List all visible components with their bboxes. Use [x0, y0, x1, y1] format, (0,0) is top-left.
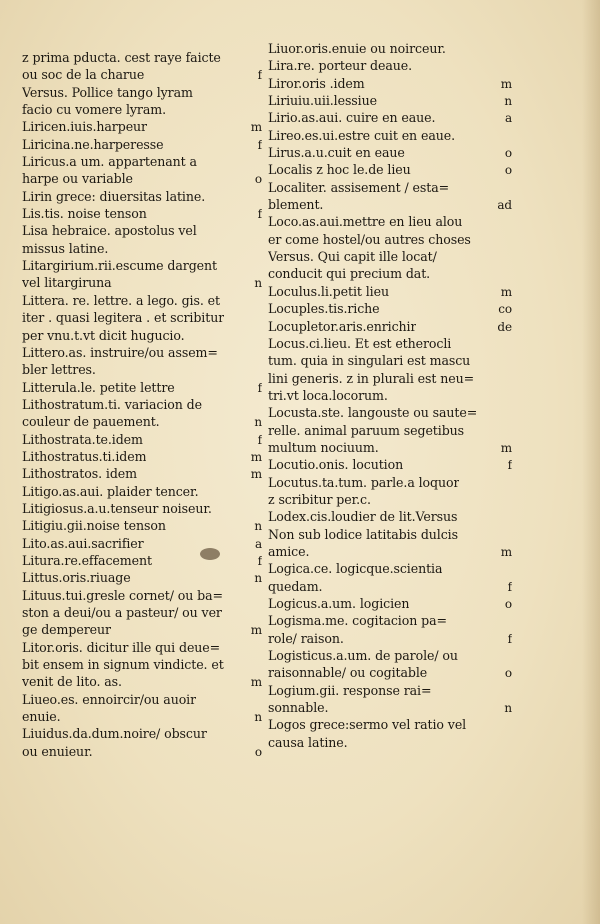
entry-text: multum nociuum.	[268, 439, 379, 455]
dictionary-line	[268, 543, 512, 560]
gender-marker: n	[254, 415, 262, 430]
entry-text: Loco.as.aui.mettre en lieu alou	[268, 214, 463, 230]
entry-text: lini generis. z in plurali est neu=	[268, 370, 475, 386]
gender-marker: de	[497, 319, 512, 334]
entry-text: Lis.tis. noise tenson	[22, 206, 147, 222]
dictionary-line	[22, 188, 262, 205]
gender-marker: f	[257, 553, 262, 568]
gender-marker: a	[254, 536, 262, 551]
dictionary-line	[22, 240, 262, 257]
dictionary-line	[22, 344, 262, 361]
entry-text: tri.vt loca.locorum.	[268, 387, 388, 403]
dictionary-line	[22, 222, 262, 239]
entry-text: Lira.re. porteur deaue.	[268, 58, 413, 74]
entry-text: Lithostratum.ti. variacion de	[22, 396, 202, 412]
dictionary-line	[22, 743, 262, 760]
entry-text: Littero.as. instruire/ou assem=	[22, 344, 218, 360]
entry-text: ou enuieur.	[22, 743, 93, 759]
entry-text: Lisa hebraice. apostolus vel	[22, 223, 197, 239]
dictionary-line	[268, 57, 512, 74]
dictionary-line	[22, 535, 262, 552]
entry-text: Liror.oris .idem	[268, 75, 365, 91]
dictionary-line	[22, 274, 262, 291]
entry-text: bit ensem in signum vindicte. et	[22, 657, 224, 673]
gender-marker: f	[507, 631, 512, 646]
entry-text: facio cu vomere lyram.	[22, 102, 166, 118]
entry-text: quedam.	[268, 578, 323, 594]
entry-text: vel litargiruna	[22, 275, 112, 291]
entry-text: Liricus.a um. appartenant a	[22, 154, 197, 170]
gender-marker: n	[254, 276, 262, 291]
right-column	[268, 40, 512, 751]
entry-text: Locuples.tis.riche	[268, 301, 380, 317]
dictionary-line	[22, 136, 262, 153]
entry-text: Locus.ci.lieu. Et est etherocli	[268, 335, 452, 351]
dictionary-line	[268, 283, 512, 300]
entry-text: Logica.ce. logicque.scientia	[268, 561, 443, 577]
dictionary-line	[268, 144, 512, 161]
dictionary-line	[268, 318, 512, 335]
entry-text: Non sub lodice latitabis dulcis	[268, 526, 458, 542]
dictionary-line	[22, 49, 262, 66]
dictionary-line	[22, 621, 262, 638]
dictionary-line	[268, 682, 512, 699]
dictionary-line	[22, 153, 262, 170]
gender-marker: o	[504, 666, 512, 681]
entry-text: Loculus.li.petit lieu	[268, 283, 389, 299]
dictionary-line	[268, 404, 512, 421]
entry-text: relle. animal paruum segetibus	[268, 422, 465, 438]
dictionary-line	[268, 265, 512, 282]
dictionary-line	[22, 691, 262, 708]
entry-text: z scribitur per.c.	[268, 491, 371, 507]
dictionary-line	[22, 725, 262, 742]
dictionary-line	[268, 161, 512, 178]
entry-text: harpe ou variable	[22, 171, 133, 187]
dictionary-line	[22, 361, 262, 378]
dictionary-line	[268, 734, 512, 751]
dictionary-line	[268, 474, 512, 491]
dictionary-line	[268, 231, 512, 248]
dictionary-line	[22, 413, 262, 430]
entry-text: Lithostrata.te.idem	[22, 431, 143, 447]
dictionary-line	[22, 569, 262, 586]
entry-text: ou soc de la charue	[22, 67, 145, 83]
entry-text: Litigiosus.a.u.tenseur noiseur.	[22, 500, 212, 516]
dictionary-line	[22, 396, 262, 413]
dictionary-line	[22, 431, 262, 448]
dictionary-line	[268, 352, 512, 369]
dictionary-line	[268, 716, 512, 733]
entry-text: role/ raison.	[268, 630, 344, 646]
entry-text: ge dempereur	[22, 622, 111, 638]
entry-text: raisonnable/ ou cogitable	[268, 665, 428, 681]
entry-text: Littera. re. lettre. a lego. gis. et	[22, 292, 220, 308]
dictionary-line	[22, 379, 262, 396]
dictionary-line	[268, 127, 512, 144]
dictionary-line	[268, 508, 512, 525]
entry-text: sonnable.	[268, 700, 329, 716]
gender-marker: m	[500, 284, 512, 299]
gender-marker: o	[504, 163, 512, 178]
dictionary-line	[22, 101, 262, 118]
dictionary-line	[268, 387, 512, 404]
dictionary-line	[268, 630, 512, 647]
entry-text: Litterula.le. petite lettre	[22, 379, 175, 395]
entry-text: Liriuiu.uii.lessiue	[268, 93, 377, 109]
gender-marker: m	[250, 675, 262, 690]
dictionary-line	[268, 335, 512, 352]
entry-text: Locutio.onis. locution	[268, 457, 404, 473]
gender-marker: f	[257, 432, 262, 447]
dictionary-line	[22, 673, 262, 690]
dictionary-line	[22, 448, 262, 465]
entry-text: Lodex.cis.loudier de lit.Versus	[268, 509, 458, 525]
entry-text: Littus.oris.riuage	[22, 570, 131, 586]
entry-text: Versus. Pollice tango lyram	[22, 84, 193, 100]
entry-text: Litor.oris. dicitur ille qui deue=	[22, 639, 221, 655]
gender-marker: m	[250, 120, 262, 135]
gender-marker: f	[507, 458, 512, 473]
dictionary-line	[268, 40, 512, 57]
dictionary-line	[22, 500, 262, 517]
dictionary-line	[22, 292, 262, 309]
dictionary-line	[268, 526, 512, 543]
dictionary-line	[22, 257, 262, 274]
gender-marker: m	[500, 544, 512, 559]
entry-text: Litigiu.gii.noise tenson	[22, 518, 166, 534]
entry-text: Lituus.tui.gresle cornet/ ou ba=	[22, 587, 223, 603]
gender-marker: n	[254, 519, 262, 534]
dictionary-line	[268, 595, 512, 612]
dictionary-line	[268, 491, 512, 508]
dictionary-line	[268, 92, 512, 109]
entry-text: Litigo.as.aui. plaider tencer.	[22, 483, 199, 499]
dictionary-line	[22, 483, 262, 500]
entry-text: Liueo.es. ennoircir/ou auoir	[22, 691, 197, 707]
dictionary-line	[268, 196, 512, 213]
dictionary-line	[22, 66, 262, 83]
entry-text: venit de lito. as.	[22, 674, 122, 690]
dictionary-line	[268, 456, 512, 473]
dictionary-line	[268, 647, 512, 664]
gender-marker: n	[504, 701, 512, 716]
entry-text: Lireo.es.ui.estre cuit en eaue.	[268, 127, 455, 143]
dictionary-line	[22, 517, 262, 534]
entry-text: couleur de pauement.	[22, 414, 160, 430]
entry-text: per vnu.t.vt dicit hugucio.	[22, 327, 185, 343]
dictionary-line	[22, 552, 262, 569]
dictionary-line	[22, 118, 262, 135]
entry-text: Lito.as.aui.sacrifier	[22, 535, 144, 551]
entry-text: conducit qui precium dat.	[268, 266, 431, 282]
gender-marker: ad	[497, 198, 512, 213]
dictionary-line	[268, 664, 512, 681]
entry-text: Versus. Qui capit ille locat/	[268, 249, 437, 265]
gender-marker: f	[257, 68, 262, 83]
entry-text: missus latine.	[22, 240, 109, 256]
entry-text: blement.	[268, 197, 324, 213]
ink-blot	[200, 548, 220, 560]
dictionary-line	[268, 213, 512, 230]
dictionary-line	[268, 560, 512, 577]
entry-text: Logium.gii. response rai=	[268, 682, 432, 698]
dictionary-line	[268, 422, 512, 439]
dictionary-line	[268, 179, 512, 196]
gender-marker: m	[500, 76, 512, 91]
entry-text: Locupletor.aris.enrichir	[268, 318, 417, 334]
entry-text: Liricina.ne.harperesse	[22, 136, 164, 152]
dictionary-line	[268, 300, 512, 317]
gender-marker: co	[498, 302, 512, 317]
gender-marker: f	[507, 579, 512, 594]
gender-marker: f	[257, 207, 262, 222]
gender-marker: f	[257, 137, 262, 152]
dictionary-line	[268, 248, 512, 265]
entry-text: Liuor.oris.enuie ou noirceur.	[268, 41, 446, 56]
entry-text: z prima pducta. cest raye faicte	[22, 50, 221, 65]
entry-text: er come hostel/ou autres choses	[268, 231, 471, 247]
dictionary-line	[22, 170, 262, 187]
dictionary-line	[268, 699, 512, 716]
dictionary-line	[268, 439, 512, 456]
dictionary-line	[268, 612, 512, 629]
entry-text: Liricen.iuis.harpeur	[22, 119, 147, 135]
entry-text: enuie.	[22, 709, 61, 725]
gender-marker: m	[250, 467, 262, 482]
gender-marker: n	[254, 710, 262, 725]
gender-marker: m	[500, 440, 512, 455]
entry-text: amice.	[268, 543, 310, 559]
entry-text: Litargirium.rii.escume dargent	[22, 258, 218, 274]
dictionary-line	[22, 205, 262, 222]
dictionary-line	[22, 656, 262, 673]
entry-text: ston a deui/ou a pasteur/ ou ver	[22, 605, 222, 620]
page-edge-shadow	[582, 0, 600, 924]
entry-text: bler lettres.	[22, 362, 96, 378]
dictionary-line	[22, 587, 262, 604]
entry-text: causa latine.	[268, 734, 348, 750]
gender-marker: f	[257, 380, 262, 395]
entry-text: Lithostratus.ti.idem	[22, 448, 147, 464]
dictionary-line	[22, 639, 262, 656]
left-column	[22, 40, 262, 760]
entry-text: Locutus.ta.tum. parle.a loquor	[268, 474, 460, 490]
entry-text: Locusta.ste. langouste ou saute=	[268, 405, 478, 421]
dictionary-line	[268, 370, 512, 387]
entry-text: Logisticus.a.um. de parole/ ou	[268, 648, 458, 664]
dictionary-line	[22, 604, 262, 621]
entry-text: Lirus.a.u.cuit en eaue	[268, 145, 405, 161]
gender-marker: n	[254, 571, 262, 586]
gender-marker: m	[250, 623, 262, 638]
gender-marker: o	[504, 146, 512, 161]
dictionary-line	[268, 75, 512, 92]
entry-text: Lithostratos. idem	[22, 466, 137, 482]
gender-marker: o	[504, 597, 512, 611]
gender-marker: n	[504, 94, 512, 109]
entry-text: Logisma.me. cogitacion pa=	[268, 613, 447, 629]
entry-text: Logicus.a.um. logicien	[268, 596, 410, 611]
dictionary-line	[22, 465, 262, 482]
dictionary-line	[268, 109, 512, 126]
dictionary-line	[268, 578, 512, 595]
gender-marker: o	[254, 744, 262, 759]
entry-text: Localis z hoc le.de lieu	[268, 162, 411, 178]
gender-marker: o	[254, 172, 262, 187]
gender-marker: m	[250, 449, 262, 464]
entry-text: Lirin grece: diuersitas latine.	[22, 188, 206, 204]
entry-text: tum. quia in singulari est mascu	[268, 353, 471, 369]
entry-text: Liuidus.da.dum.noire/ obscur	[22, 726, 207, 742]
dictionary-line	[22, 309, 262, 326]
dictionary-line	[22, 84, 262, 101]
entry-text: Logos grece:sermo vel ratio vel	[268, 717, 467, 733]
entry-text: iter . quasi legitera . et scribitur	[22, 310, 225, 326]
entry-text: Litura.re.effacement	[22, 552, 152, 568]
dictionary-line	[22, 708, 262, 725]
dictionary-line	[22, 327, 262, 344]
gender-marker: a	[504, 111, 512, 126]
entry-text: Lirio.as.aui. cuire en eaue.	[268, 110, 436, 126]
entry-text: Localiter. assisement / esta=	[268, 179, 450, 195]
